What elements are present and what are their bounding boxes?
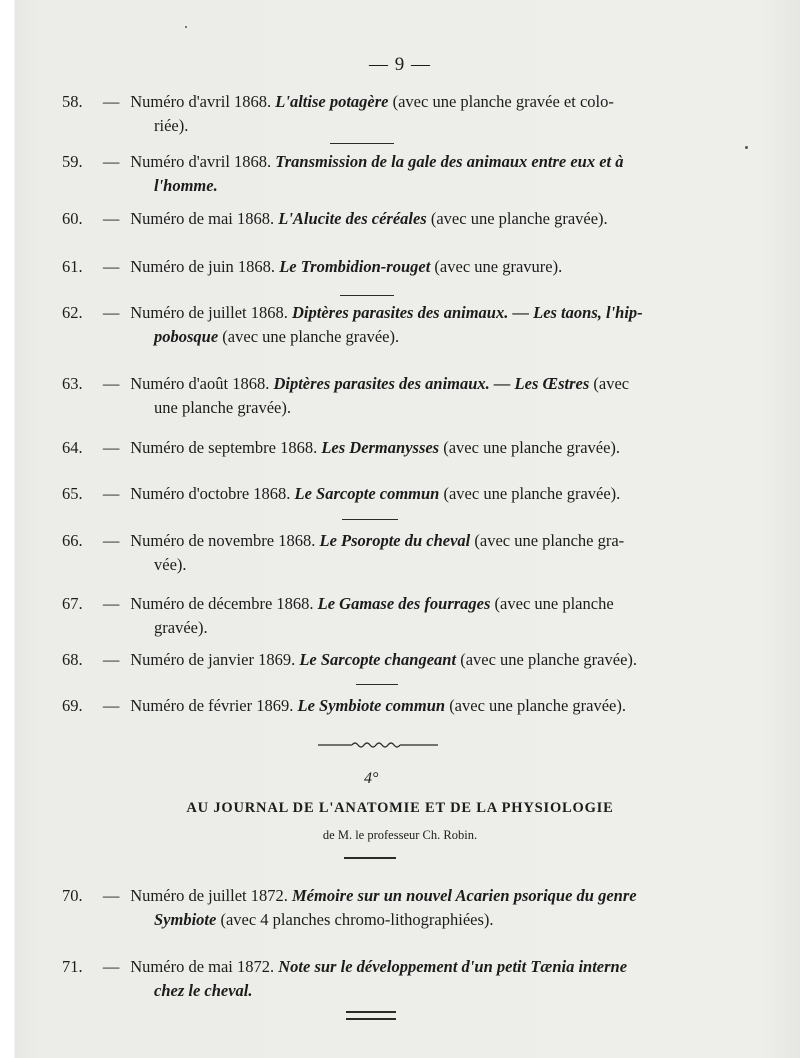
section-heading: AU JOURNAL DE L'ANATOMIE ET DE LA PHYSIOLOGIE xyxy=(186,800,614,816)
entry-number: 71. xyxy=(62,957,83,976)
entry-dash: — xyxy=(102,92,120,111)
entry-rest: (avec une planche gravée et colo- xyxy=(392,92,614,111)
entry-continuation xyxy=(62,979,687,1003)
entry-number: 70. xyxy=(62,886,83,905)
entry-continuation-title: chez le cheval. xyxy=(154,981,253,1000)
list-item xyxy=(62,592,687,640)
entry-continuation-text: (avec une planche gravée). xyxy=(222,327,400,346)
entry-lead: Numéro de novembre 1868. xyxy=(130,531,316,550)
separator-rule xyxy=(346,1011,396,1013)
entry-continuation xyxy=(62,325,687,349)
entry-lead: Numéro de juin 1868. xyxy=(130,257,276,276)
entry-continuation: riée). xyxy=(154,116,189,135)
entry-lead: Numéro de janvier 1869. xyxy=(130,650,296,669)
list-item xyxy=(62,436,687,460)
entry-title: Les Dermanysses xyxy=(321,438,440,457)
list-item xyxy=(62,372,687,420)
entry-dash: — xyxy=(102,152,120,171)
entry-continuation xyxy=(62,908,687,932)
entry-continuation: l'homme. xyxy=(154,176,218,195)
separator-rule xyxy=(340,295,394,296)
entry-number: 64. xyxy=(62,438,83,457)
entry-dash: — xyxy=(102,209,120,228)
section-number: 4° xyxy=(364,770,379,787)
list-item xyxy=(62,955,687,1003)
list-item xyxy=(62,482,687,506)
list-item xyxy=(62,648,687,672)
entry-number: 67. xyxy=(62,594,83,613)
entry-lead: Numéro de mai 1868. xyxy=(130,209,275,228)
entry-rest: (avec une gravure). xyxy=(434,257,563,276)
entry-title: Mémoire sur un nouvel Acarien psorique du genre xyxy=(292,886,637,905)
entry-lead: Numéro d'août 1868. xyxy=(130,374,270,393)
entry-title: L'Alucite des céréales xyxy=(278,209,427,228)
entry-lead: Numéro de juillet 1872. xyxy=(130,886,288,905)
entry-number: 58. xyxy=(62,92,83,111)
entry-rest: (avec une planche gravée). xyxy=(430,209,608,228)
separator-rule xyxy=(356,684,398,685)
entry-dash: — xyxy=(102,696,120,715)
entry-continuation-text: (avec 4 planches chromo-lithographiées). xyxy=(220,910,494,929)
entry-dash: — xyxy=(102,438,120,457)
entry-continuation-title: Symbiote xyxy=(154,910,217,929)
entry-title: Note sur le développement d'un petit Tænia interne xyxy=(278,957,628,976)
entry-title: Diptères parasites des animaux. — Les Œstres xyxy=(273,374,590,393)
entry-rest: (avec une planche gravée). xyxy=(460,650,638,669)
entry-title: L'altise potagère xyxy=(275,92,389,111)
entry-title: Le Psoropte du cheval xyxy=(319,531,471,550)
entry-number: 66. xyxy=(62,531,83,550)
entry-dash: — xyxy=(102,531,120,550)
entry-title: Le Sarcopte commun xyxy=(294,484,440,503)
entry-rest: (avec une planche xyxy=(494,594,614,613)
entry-number: 60. xyxy=(62,209,83,228)
entry-lead: Numéro d'octobre 1868. xyxy=(130,484,291,503)
entry-dash: — xyxy=(102,886,120,905)
entry-title: Le Sarcopte changeant xyxy=(299,650,457,669)
page-number: — 9 — xyxy=(369,54,431,75)
entry-lead: Numéro d'avril 1868. xyxy=(130,92,272,111)
entry-continuation-title: pobosque xyxy=(154,327,219,346)
entry-rest: (avec une planche gravée). xyxy=(443,438,621,457)
entry-number: 59. xyxy=(62,152,83,171)
list-item xyxy=(62,529,687,577)
entry-number: 69. xyxy=(62,696,83,715)
section-subheading: de M. le professeur Ch. Robin. xyxy=(322,828,478,842)
entry-rest: (avec une planche gravée). xyxy=(449,696,626,715)
entry-number: 63. xyxy=(62,374,83,393)
entry-continuation: gravée). xyxy=(154,618,208,637)
entry-continuation: vée). xyxy=(154,555,187,574)
entry-rest: (avec une planche gra- xyxy=(474,531,625,550)
entry-lead: Numéro de décembre 1868. xyxy=(130,594,314,613)
entry-lead: Numéro de mai 1872. xyxy=(130,957,275,976)
list-item xyxy=(62,90,687,138)
entry-lead: Numéro de juillet 1868. xyxy=(130,303,288,322)
separator-rule xyxy=(344,857,396,859)
entry-dash: — xyxy=(102,484,120,503)
entry-number: 61. xyxy=(62,257,83,276)
list-item xyxy=(62,694,687,718)
entry-title: Le Gamase des fourrages xyxy=(317,594,491,613)
entry-number: 68. xyxy=(62,650,83,669)
entry-continuation: une planche gravée). xyxy=(154,398,291,417)
entry-rest: (avec xyxy=(593,374,630,393)
entry-title: Le Trombidion-rouget xyxy=(279,257,431,276)
entry-lead: Numéro de septembre 1868. xyxy=(130,438,318,457)
entry-dash: — xyxy=(102,594,120,613)
scan-speck xyxy=(185,26,187,28)
entry-title: Transmission de la gale des animaux entre eux et à xyxy=(275,152,624,171)
entry-lead: Numéro de février 1869. xyxy=(130,696,294,715)
separator-rule xyxy=(330,143,394,144)
entry-dash: — xyxy=(102,650,120,669)
list-item xyxy=(62,255,687,279)
entry-dash: — xyxy=(102,374,120,393)
entry-dash: — xyxy=(102,303,120,322)
entry-lead: Numéro d'avril 1868. xyxy=(130,152,272,171)
entry-number: 65. xyxy=(62,484,83,503)
list-item xyxy=(62,207,687,231)
entry-number: 62. xyxy=(62,303,83,322)
entry-title: Diptères parasites des animaux. — Les taons, l'hip- xyxy=(292,303,643,322)
list-item xyxy=(62,301,687,349)
entry-title: Le Symbiote commun xyxy=(297,696,446,715)
separator-rule xyxy=(346,1018,396,1020)
ornamental-divider xyxy=(318,740,438,750)
list-item xyxy=(62,884,687,932)
list-item xyxy=(62,150,687,198)
entry-rest: (avec une planche gravée). xyxy=(443,484,621,503)
separator-rule xyxy=(342,519,398,520)
scan-speck xyxy=(745,146,748,149)
entry-dash: — xyxy=(102,257,120,276)
entry-dash: — xyxy=(102,957,120,976)
